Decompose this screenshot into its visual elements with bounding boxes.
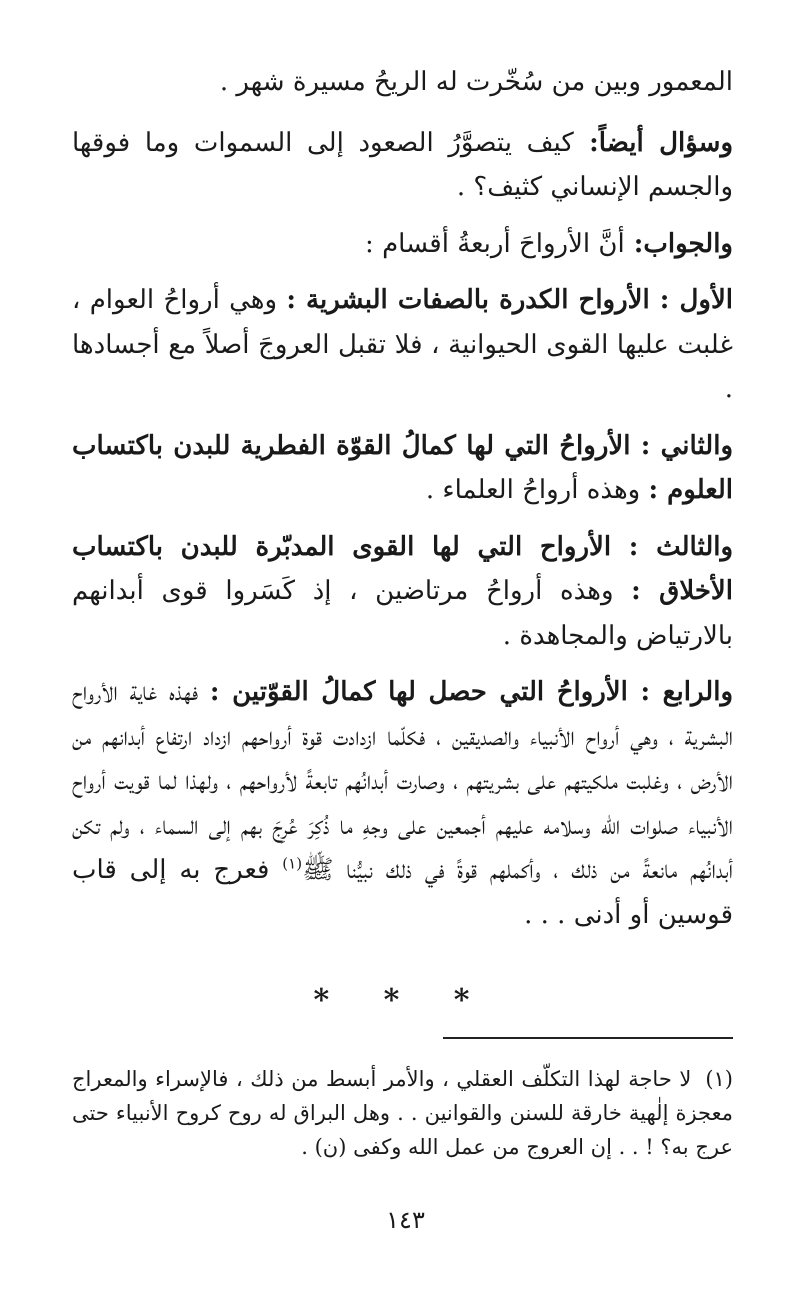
paragraph-lead: والجواب — [643, 228, 733, 259]
main-text — [72, 60, 733, 1019]
paragraph-body: فهذه غاية الأرواح البشرية ، وهي أرواح الأنبياء والصديقين ، فكلّما ازدادت قوة أرواحهم ازداد ارتفاع أبدانهم من الأرض ، وغلبت ملكيتهم على بشريتهم ، وصارت أبدانُهم تابعةً لأرواحهم ، ولهذا لما قويت أرواح الأنبياء صلوات الله وسلامه عليهم أجمعين على وجهِ ما ذُكِرَ عُرِجَ بهم إلى السماء ، ولم تكن أبدانُهم مانعةً من ذلك ، وأكملهم قوةً في ذلك نبيُّنا ﷺ — [72, 677, 734, 885]
lead-separator: : — [649, 285, 680, 315]
paragraph-tail: فعرج به إلى قاب قوسين أو أدنى . . . — [72, 855, 733, 930]
paragraph-body: أنَّ الأرواحَ أربعةُ أقسام : — [365, 228, 625, 259]
paragraph-body: وهذه أرواحُ العلماء . — [425, 475, 649, 505]
paragraph-question — [72, 121, 733, 210]
paragraph-first-type — [72, 278, 733, 412]
lead-separator: : — [630, 430, 661, 461]
lead-separator: : — [573, 127, 599, 158]
paragraph-heading: الأرواحُ التي لها كمالُ القوّة الفطرية للبدن باكتساب العلوم : — [72, 430, 733, 505]
section-separator: * * * — [313, 983, 492, 1018]
footnote-marker: (١) — [705, 1067, 733, 1091]
paragraph-heading: الأرواح التي لها القوى المدبّرة للبدن باكتساب الأخلاق : — [72, 531, 733, 606]
footnote — [72, 1062, 733, 1164]
paragraph-lead: وسؤال أيضاً — [598, 127, 734, 158]
paragraph-body: وهذه أرواحُ مرتاضين ، إذ كَسَروا قوى أبدانهم بالارتياض والمجاهدة . — [72, 576, 733, 651]
paragraph-heading: الأرواح الكدرة بالصفات البشرية : — [286, 285, 650, 315]
paragraph-third-type — [72, 525, 733, 659]
paragraph-body: المعمور وبين من سُخّرت له الريحُ مسيرة شهر . — [219, 67, 733, 97]
paragraph-lead: والرابع — [662, 677, 734, 707]
footnote-text: لا حاجة لهذا التكلّف العقلي ، والأمر أبسط من ذلك ، فالإسراء والمعراج معجزة إلٰهية خارقة للسنن والقوانين . . وهل البراق له روح كروح الأنبياء حتى عرج به؟ ! . . إن العروج من عمل الله وكفى (ن) . — [72, 1067, 733, 1159]
paragraph-lead: الأول — [679, 285, 733, 315]
paragraph-body: كيف يتصوَّرُ الصعود إلى السموات وما فوقها والجسم الإنساني كثيف؟ . — [72, 127, 733, 202]
lead-separator: : — [624, 228, 644, 259]
paragraph-answer — [72, 222, 733, 267]
footnote-rule — [443, 1037, 733, 1039]
page-number: ١٤٣ — [386, 1206, 425, 1234]
lead-separator: : — [611, 531, 657, 562]
paragraph-body: وهي أرواحُ العوام ، غلبت عليها القوى الحيوانية ، فلا تقبل العروجَ أصلاً مع أجسادها . — [72, 285, 733, 404]
paragraph-lead: والثالث — [656, 531, 734, 562]
paragraph-continuation — [72, 60, 733, 105]
lead-separator: : — [627, 677, 663, 707]
paragraph-second-type — [72, 424, 733, 513]
paragraph-heading: الأرواحُ التي حصل لها كمالُ القوّتين : — [209, 677, 628, 707]
paragraph-lead: والثاني — [660, 430, 734, 461]
paragraph-fourth-type — [72, 670, 733, 937]
footnote-reference[interactable]: (١) — [282, 854, 303, 873]
